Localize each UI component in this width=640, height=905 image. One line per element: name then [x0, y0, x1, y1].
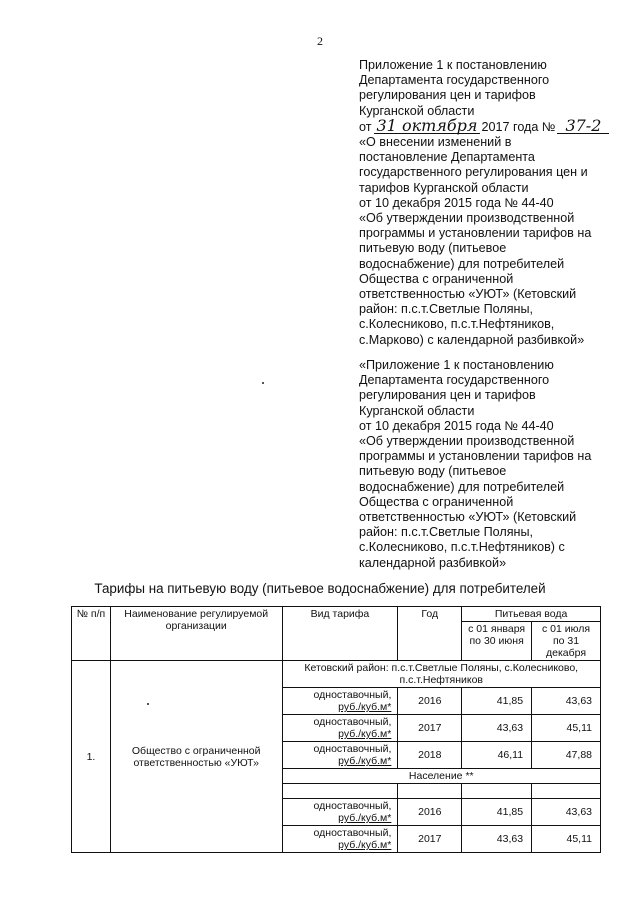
value-period-1: 46,11 — [462, 742, 532, 769]
tariff-kind — [282, 715, 398, 742]
handwritten-number: 37-2 — [557, 119, 609, 134]
tariff-kind — [282, 688, 398, 715]
value-period-1: 43,63 — [462, 715, 532, 742]
quoted-line: с.Колесниково, п.с.т.Нефтяников) с — [359, 540, 565, 555]
year-cell: 2016 — [398, 799, 462, 826]
appendix-line: программы и установлении тарифов на — [359, 226, 592, 241]
tariff-kind-unit: руб./куб.м* — [338, 701, 392, 713]
appendix-line: питьевую воду (питьевое — [359, 241, 507, 256]
quoted-line: Курганской области — [359, 403, 475, 418]
tariff-kind-unit: руб./куб.м* — [338, 755, 392, 767]
appendix-line: с.Колесниково, п.с.т.Нефтяников, — [359, 317, 555, 332]
date-prefix: от — [359, 119, 372, 134]
tariff-kind-line: одноставочный, — [313, 743, 392, 755]
tariff-kind-unit: руб./куб.м* — [338, 728, 392, 740]
header-year: Год — [398, 607, 462, 661]
year-cell-empty — [398, 784, 462, 799]
appendix-line: Общества с ограниченной — [359, 271, 514, 286]
quoted-line: водоснабжение) для потребителей — [359, 479, 565, 494]
value-period-2: 45,11 — [532, 715, 601, 742]
tariff-kind — [282, 742, 398, 769]
appendix-line: Приложение 1 к постановлению — [359, 58, 547, 72]
tariff-kind-line: одноставочный, — [313, 800, 392, 812]
appendix-line: «Об утверждении производственной — [359, 211, 575, 226]
tariff-kind — [282, 799, 398, 826]
quoted-appendix — [359, 358, 621, 571]
appendix-line: регулирования цен и тарифов — [359, 88, 536, 103]
organization-name: Общество с ограниченной ответственностью «УЮТ» — [110, 661, 282, 853]
value-period-1: 41,85 — [462, 688, 532, 715]
appendix-line: государственного регулирования цен и — [359, 165, 588, 180]
handwritten-date: 31 октября — [374, 119, 480, 134]
header-period-1: с 01 января по 30 июня — [462, 622, 532, 661]
header-num: № п/п — [72, 607, 111, 661]
tariff-kind — [282, 826, 398, 853]
value-period-1: 43,63 — [462, 826, 532, 853]
row-number: 1. — [72, 661, 111, 853]
appendix-line: водоснабжение) для потребителей — [359, 256, 565, 271]
year-cell: 2018 — [398, 742, 462, 769]
tariff-kind-unit: руб./куб.м* — [338, 812, 392, 824]
quoted-line: календарной разбивкой» — [359, 555, 507, 570]
quoted-line: программы и установлении тарифов на — [359, 449, 592, 464]
value-period-1: 41,85 — [462, 799, 532, 826]
appendix-line: постановление Департамента — [359, 150, 535, 165]
value-empty — [532, 784, 601, 799]
appendix-line: Департамента государственного — [359, 73, 550, 88]
tariff-table — [71, 606, 601, 853]
value-period-2: 43,63 — [532, 799, 601, 826]
scan-speck — [262, 382, 264, 384]
value-period-2: 45,11 — [532, 826, 601, 853]
date-year-text: 2017 года № — [481, 119, 556, 134]
header-org: Наименование регулируемой организации — [110, 607, 282, 661]
quoted-line: от 10 декабря 2015 года № 44-40 — [359, 418, 554, 433]
quoted-line: Департамента государственного — [359, 373, 550, 388]
quoted-line: ответственностью «УЮТ» (Кетовский — [359, 510, 577, 525]
appendix-line: «О внесении изменений в — [359, 135, 512, 150]
quoted-line: регулирования цен и тарифов — [359, 388, 536, 403]
quoted-line: «Приложение 1 к постановлению — [359, 358, 554, 372]
year-cell: 2017 — [398, 826, 462, 853]
tariff-kind-line: одноставочный, — [313, 689, 392, 701]
value-period-2: 47,88 — [532, 742, 601, 769]
appendix-line: Курганской области — [359, 103, 475, 118]
value-empty — [462, 784, 532, 799]
appendix-line: тарифов Курганской области — [359, 180, 529, 195]
tariff-kind — [282, 784, 398, 799]
section-label: Кетовский район: п.с.т.Светлые Поляны, с.Колесниково, п.с.т.Нефтяников — [282, 661, 600, 688]
header-water: Питьевая вода — [462, 607, 601, 622]
appendix-header — [359, 58, 621, 348]
appendix-line: от 10 декабря 2015 года № 44-40 — [359, 195, 554, 210]
quoted-line: питьевую воду (питьевое — [359, 464, 507, 479]
value-period-2: 43,63 — [532, 688, 601, 715]
appendix-line: район: п.с.т.Светлые Поляны, — [359, 302, 534, 317]
header-period-2: с 01 июля по 31 декабря — [532, 622, 601, 661]
quoted-line: Общества с ограниченной — [359, 494, 514, 509]
section-label: Население ** — [282, 769, 600, 784]
appendix-line: с.Марково) с календарной разбивкой» — [359, 332, 585, 347]
quoted-line: район: п.с.т.Светлые Поляны, — [359, 525, 534, 540]
quoted-line: «Об утверждении производственной — [359, 434, 575, 449]
year-cell: 2017 — [398, 715, 462, 742]
year-cell: 2016 — [398, 688, 462, 715]
table-title: Тарифы на питьевую воду (питьевое водоснабжение) для потребителей — [94, 581, 546, 596]
tariff-kind-unit: руб./куб.м* — [338, 839, 392, 851]
page-number: 2 — [317, 34, 323, 48]
tariff-kind-line: одноставочный, — [313, 827, 392, 839]
table-header-row — [72, 607, 601, 622]
section-row — [72, 661, 601, 688]
appendix-date-line — [359, 115, 621, 135]
appendix-line: ответственностью «УЮТ» (Кетовский — [359, 287, 577, 302]
header-kind: Вид тарифа — [282, 607, 398, 661]
tariff-kind-line: одноставочный, — [313, 716, 392, 728]
